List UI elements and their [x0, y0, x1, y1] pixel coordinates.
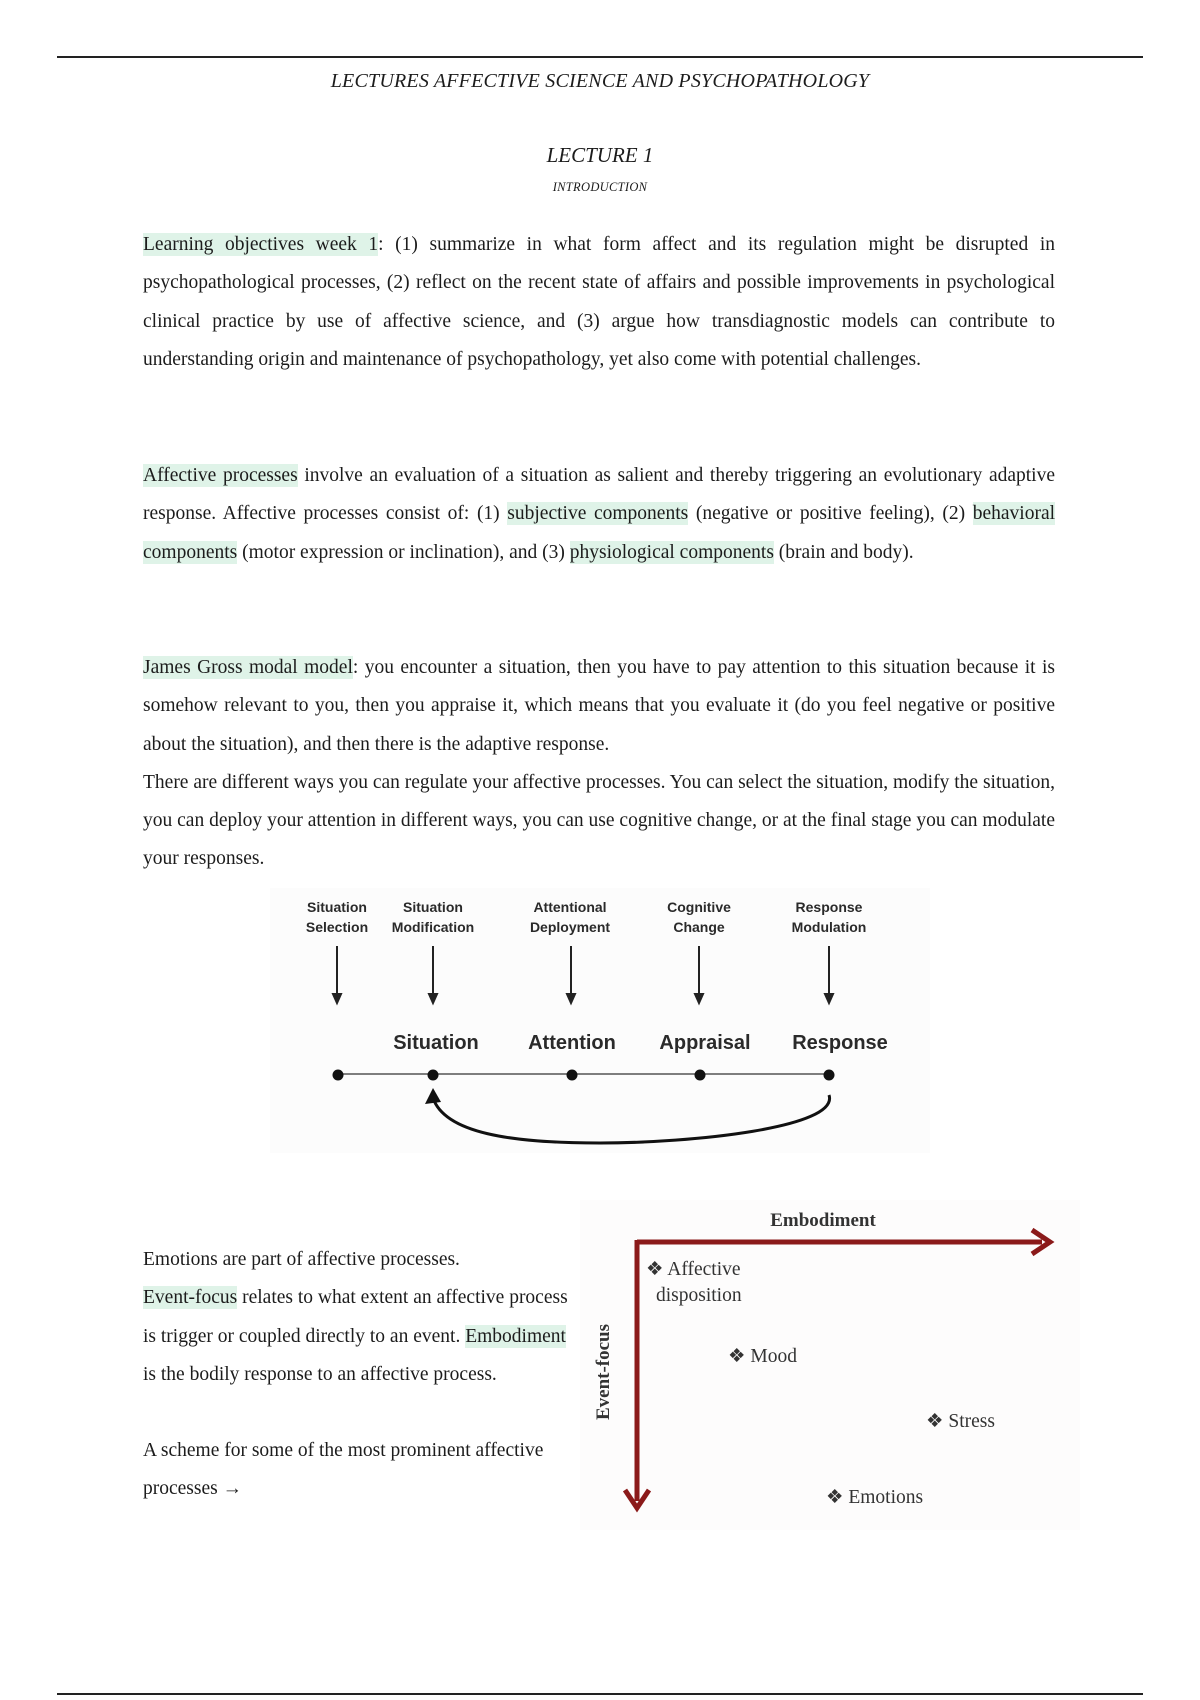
strategy-modification-line1: Situation: [403, 899, 463, 915]
highlight-subjective-components: subjective components: [507, 503, 689, 525]
x-axis-title: Embodiment: [770, 1210, 876, 1231]
affective-processes-paragraph: [143, 457, 1055, 572]
document-header: LECTURES AFFECTIVE SCIENCE AND PSYCHOPATHOLOGY: [330, 70, 870, 92]
affective-text-2: (negative or positive feeling), (2): [688, 503, 973, 525]
highlight-embodiment: Embodiment: [465, 1325, 566, 1347]
stage-attention: Attention: [528, 1032, 616, 1054]
highlight-physiological-components: physiological components: [569, 541, 774, 563]
strategy-selection-line1: Situation: [307, 899, 367, 915]
gross-model-paragraph: [143, 649, 1055, 879]
scheme-background: [580, 1200, 1080, 1530]
item-stress: ❖ Stress: [926, 1411, 995, 1432]
item-affective-disposition-line1: ❖ Affective: [646, 1259, 741, 1280]
stage-appraisal: Appraisal: [659, 1032, 751, 1054]
strategy-cognitive-line1: Cognitive: [667, 899, 731, 915]
strategy-response-line2: Modulation: [791, 919, 867, 935]
item-affective-disposition-line2: disposition: [656, 1285, 742, 1306]
affective-processes-scheme: [580, 1200, 1080, 1530]
strategy-attentional-line2: Deployment: [529, 919, 611, 935]
strategy-selection-line2: Selection: [305, 919, 369, 935]
timeline-dot-situation: [428, 1070, 439, 1081]
lecture-subtitle: INTRODUCTION: [552, 180, 648, 194]
timeline-dot-appraisal: [695, 1070, 706, 1081]
highlight-behavioral-components: behavioral components: [143, 503, 1056, 563]
emotions-text-block: [143, 1241, 573, 1509]
affective-text-4: (brain and body).: [773, 541, 914, 563]
bottom-rule: [57, 1693, 1143, 1695]
lecture-title: LECTURE 1: [546, 143, 654, 167]
strategy-response-line1: Response: [795, 899, 863, 915]
highlight-learning-objectives: Learning objectives week 1: [143, 234, 379, 255]
timeline-dot-start: [333, 1070, 344, 1081]
strategy-cognitive-line2: Change: [673, 919, 725, 935]
highlight-gross-modal-model: James Gross modal model: [143, 657, 353, 678]
strategy-modification-line2: Modification: [391, 919, 475, 935]
event-focus-text: relates to what extent an affective process is trigger or coupled directly to an event.: [143, 1287, 568, 1347]
highlight-event-focus: Event-focus: [143, 1287, 238, 1309]
item-mood: ❖ Mood: [728, 1346, 797, 1367]
objectives-text: : (1) summarize in what form affect and its regulation might be disrupted in psychopathological processes, (2) reflect on the recent state of affairs and possible improvements in psychological clinical practice by use of affective science, and (3) argue how transdiagnostic models can contribute to understanding origin and maintenance of psychopathology, yet also come with potential challenges.: [143, 234, 1055, 370]
y-axis-title: Event-focus: [593, 1323, 614, 1421]
embodiment-text: is the bodily response to an affective process.: [143, 1363, 497, 1385]
emotions-line: Emotions are part of affective processes.: [143, 1249, 460, 1270]
timeline-dot-attention: [567, 1070, 578, 1081]
spacer: [143, 1394, 573, 1432]
event-focus-paragraph: [143, 1279, 573, 1394]
affective-text-1: involve an evaluation of a situation as salient and thereby triggering an evolutionary adaptive response. Affective processes consist of: (1): [143, 465, 1055, 525]
item-emotions: ❖ Emotions: [826, 1487, 924, 1508]
learning-objectives-paragraph: [143, 226, 1055, 379]
gross-text-2: There are different ways you can regulate your affective processes. You can select the situation, modify the situation, you can deploy your attention in different ways, you can use cognitive change, or at the final stage you can modulate your responses.: [143, 771, 1055, 870]
stage-situation: Situation: [393, 1032, 479, 1054]
affective-text-3: (motor expression or inclination), and (3): [237, 541, 570, 563]
modal-model-diagram: [270, 888, 930, 1153]
gross-text-1: : you encounter a situation, then you have to pay attention to this situation because it is somehow relevant to you, then you appraise it, which means that you evaluate it (do you feel negative or positive about the situation), and then there is the adaptive response.: [143, 657, 1056, 755]
stage-response: Response: [792, 1032, 888, 1054]
scheme-intro: A scheme for some of the most prominent affective processes →: [143, 1440, 544, 1500]
timeline-dot-response: [824, 1070, 835, 1081]
top-rule: [57, 56, 1143, 58]
highlight-affective-processes: Affective processes: [143, 465, 298, 486]
strategy-attentional-line1: Attentional: [533, 899, 607, 915]
